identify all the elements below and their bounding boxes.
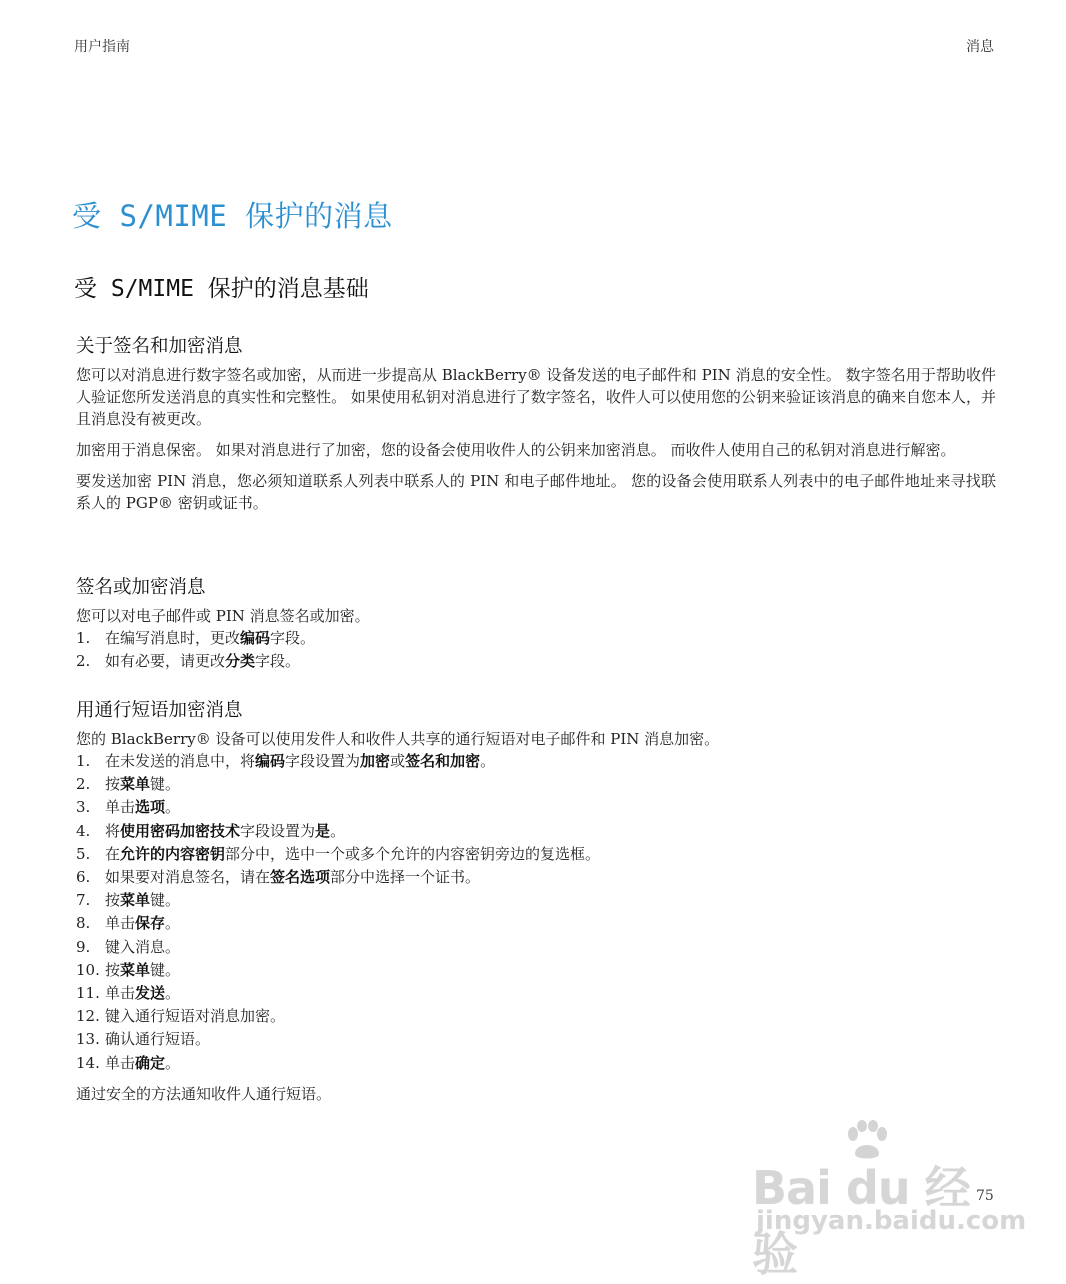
step-number: 3.: [76, 798, 91, 817]
step-item: [76, 750, 996, 773]
step-item: [76, 982, 996, 1005]
step-ui-term: 菜单: [120, 775, 151, 794]
step-text: 按: [105, 960, 121, 979]
step-ui-term: 分类: [225, 652, 256, 671]
step-item: [76, 627, 996, 650]
step-text: 。: [165, 1053, 181, 1072]
step-text: 键入通行短语对消息加密。: [105, 1007, 286, 1026]
step-text: 在编写消息时，更改: [105, 629, 241, 647]
step-text: 按: [105, 891, 121, 910]
step-text: 或: [390, 752, 406, 770]
step-number: 6.: [76, 868, 91, 887]
paw-icon: [844, 1120, 890, 1160]
step-ui-term: 编码: [240, 629, 271, 647]
page-title: 受 S/MIME 保护的消息: [72, 199, 393, 233]
section-heading: 关于签名和加密消息: [76, 336, 243, 357]
step-item: [76, 843, 996, 866]
step-text: 。: [165, 798, 181, 817]
step-number: 7.: [76, 891, 91, 910]
section-heading: 用通行短语加密消息: [76, 700, 243, 721]
watermark-url: jingyan.baidu.com: [756, 1206, 1027, 1236]
step-ui-term: 菜单: [120, 960, 151, 979]
step-text: 在: [105, 844, 121, 863]
step-number: 2.: [76, 652, 91, 671]
step-text: 字段设置为: [285, 752, 361, 770]
step-text: 单击: [105, 798, 136, 817]
step-number: 13.: [76, 1030, 100, 1049]
step-ui-term: 发送: [135, 984, 166, 1003]
step-text: 。: [330, 821, 346, 840]
step-text: 键入消息。: [105, 937, 181, 956]
step-number: 10.: [76, 960, 100, 979]
step-ui-term: 签名和加密: [405, 752, 481, 770]
paragraph: 加密用于消息保密。 如果对消息进行了加密，您的设备会使用收件人的公钥来加密消息。 而收件人使用自己的私钥对消息进行解密。: [76, 441, 956, 459]
section-passphrase: [76, 696, 996, 1075]
step-text: 字段设置为: [240, 821, 316, 840]
steps-list: [76, 627, 996, 673]
steps-list: [76, 750, 996, 1075]
step-text: 如果要对消息签名，请在: [105, 868, 271, 887]
step-item: [76, 936, 996, 959]
step-text: 字段。: [255, 652, 301, 671]
step-text: 。: [165, 984, 181, 1003]
step-number: 5.: [76, 844, 91, 863]
section-about-signing: [76, 332, 996, 523]
step-text: 单击: [105, 914, 136, 933]
step-number: 1.: [76, 629, 91, 647]
step-text: 字段。: [270, 629, 316, 647]
step-text: 单击: [105, 984, 136, 1003]
step-text: 键。: [150, 775, 181, 794]
step-text: 键。: [150, 960, 181, 979]
step-number: 14.: [76, 1053, 100, 1072]
step-item: [76, 650, 996, 673]
paragraph: 要发送加密 PIN 消息，您必须知道联系人列表中联系人的 PIN 和电子邮件地址。 您的设备会使用联系人列表中的电子邮件地址来寻找联系人的 PGP® 密钥或证书。: [76, 472, 996, 512]
step-ui-term: 签名选项: [270, 868, 331, 887]
section-intro: 您可以对电子邮件或 PIN 消息签名或加密。: [76, 607, 370, 625]
closing-note: 通过安全的方法通知收件人通行短语。: [76, 1085, 332, 1103]
step-number: 2.: [76, 775, 91, 794]
step-item: [76, 889, 996, 912]
step-text: 在未发送的消息中，将: [105, 752, 256, 770]
watermark-logo: Bai du 经验: [752, 1161, 970, 1281]
step-ui-term: 加密: [360, 752, 391, 770]
step-ui-term: 是: [315, 821, 331, 840]
section-heading: 签名或加密消息: [76, 577, 206, 598]
section-sign-encrypt: [76, 573, 996, 673]
step-item: [76, 959, 996, 982]
step-text: 键。: [150, 891, 181, 910]
step-text: 。: [480, 752, 496, 770]
step-text: 确认通行短语。: [105, 1030, 211, 1049]
page-number: 75: [976, 1188, 994, 1204]
step-ui-term: 保存: [135, 914, 166, 933]
page-subtitle: 受 S/MIME 保护的消息基础: [74, 276, 369, 302]
step-item: [76, 1028, 996, 1051]
step-item: [76, 820, 996, 843]
step-number: 8.: [76, 914, 91, 933]
step-text: 将: [105, 821, 121, 840]
step-text: 部分中，选中一个或多个允许的内容密钥旁边的复选框。: [225, 844, 601, 863]
step-text: 如有必要，请更改: [105, 652, 226, 671]
header-chapter: 消息: [966, 39, 994, 55]
step-number: 4.: [76, 821, 91, 840]
step-ui-term: 菜单: [120, 891, 151, 910]
step-text: 。: [165, 914, 181, 933]
step-number: 12.: [76, 1007, 100, 1026]
step-text: 部分中选择一个证书。: [330, 868, 481, 887]
step-item: [76, 773, 996, 796]
step-ui-term: 编码: [255, 752, 286, 770]
step-ui-term: 允许的内容密钥: [120, 844, 226, 863]
section-intro: 您的 BlackBerry® 设备可以使用发件人和收件人共享的通行短语对电子邮件和 PIN 消息加密。: [76, 730, 720, 748]
step-item: [76, 796, 996, 819]
step-number: 11.: [76, 984, 100, 1003]
step-text: 单击: [105, 1053, 136, 1072]
step-ui-term: 确定: [135, 1053, 166, 1072]
step-item: [76, 1052, 996, 1075]
paragraph: 您可以对消息进行数字签名或加密，从而进一步提高从 BlackBerry® 设备发送的电子邮件和 PIN 消息的安全性。 数字签名用于帮助收件人验证您所发送消息的真实性和完整性。 如果使用私钥对消息进行了数字签名，收件人可以使用您的公钥来验证该消息的确来自您本人，并且消息没有被更改。: [76, 366, 996, 428]
step-item: [76, 866, 996, 889]
step-item: [76, 912, 996, 935]
header-doc-title: 用户指南: [74, 39, 130, 55]
step-ui-term: 选项: [135, 798, 166, 817]
step-item: [76, 1005, 996, 1028]
step-text: 按: [105, 775, 121, 794]
step-number: 9.: [76, 937, 91, 956]
step-number: 1.: [76, 752, 91, 770]
baidu-watermark: [752, 1120, 1027, 1281]
step-ui-term: 使用密码加密技术: [120, 821, 241, 840]
